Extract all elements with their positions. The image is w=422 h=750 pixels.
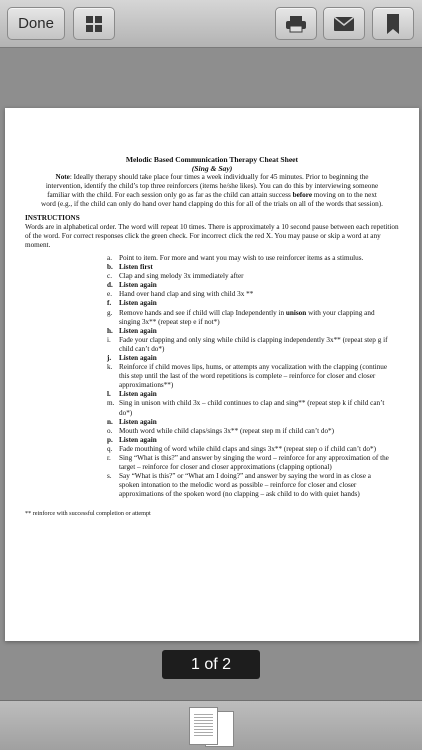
step-letter: b. [107,263,113,272]
step-text [119,336,391,354]
step-letter: n. [107,417,113,426]
step-letter: k. [107,363,113,372]
note-paragraph [25,173,399,209]
step-text-emphasis: unison [285,308,307,317]
step-item [107,363,391,390]
step-letter: m. [107,399,115,408]
step-text-main: Listen again [119,435,157,444]
step-text [119,309,391,327]
step-text-main: Fade mouthing of word while child claps and sings 3x** (repeat step o if child can’t do*) [119,444,376,453]
step-item [107,272,391,281]
step-text-main: Sing in unison with child 3x – child continues to clap and sing** (repeat step k if child can’t do*) [119,399,385,417]
step-letter: e. [107,290,112,299]
step-text-main: Remove hands and see if child will clap Independently in [119,308,285,317]
step-text [119,363,391,390]
bookmark-button[interactable] [372,7,414,40]
instructions-text: Words are in alphabetical order. The word will repeat 10 times. There is approximately a 10 second pause between each repetition of the word. For correct responses click the green check. For incorrect click the red X. You may pause or skip a word at any moment. [25,222,399,249]
step-item [107,436,391,445]
step-text-main: Listen first [119,263,153,272]
step-text-main: Listen again [119,390,157,399]
step-item [107,354,391,363]
step-letter: d. [107,281,113,290]
steps-list [25,254,399,500]
step-letter: c. [107,272,112,281]
step-text-main: Clap and sing melody 3x immediately after [119,272,244,281]
page-indicator: 1 of 2 [162,650,260,679]
step-text [119,263,391,272]
step-letter: g. [107,308,113,317]
step-item [107,254,391,263]
step-letter: h. [107,326,113,335]
step-item [107,336,391,354]
mail-button[interactable] [323,7,365,40]
step-item [107,418,391,427]
step-text-main: Listen again [119,281,157,290]
step-text [119,299,391,308]
printer-icon [285,15,307,33]
step-text-main: Listen again [119,299,157,308]
note-label: Note [55,173,70,182]
step-item [107,445,391,454]
step-text [119,272,391,281]
step-text-main: Mouth word while child claps/sings 3x** (repeat step m if child can’t do*) [119,426,335,435]
step-letter: p. [107,435,113,444]
instructions-heading: INSTRUCTIONS [25,213,80,222]
step-text [119,454,391,472]
step-text [119,427,391,436]
step-text-main: Listen again [119,417,157,426]
step-item [107,472,391,499]
step-item [107,299,391,308]
step-text [119,445,391,454]
step-text [119,281,391,290]
step-text [119,327,391,336]
mail-icon [333,16,355,32]
step-text [119,390,391,399]
step-text-main: Say “What is this?” or “What am I doing?” and answer by saying the word in as close a spoken intonation to the melodic word as possible – reinforce for closer and closer approximations of the spoken word (no clapping – ask child to do with quiet hands) [119,472,371,499]
bookmark-icon [386,14,400,34]
grid-icon [85,15,103,33]
step-text [119,418,391,427]
step-letter: j. [107,353,112,362]
step-text-main: Listen again [119,326,157,335]
step-letter: s. [107,472,112,481]
step-text [119,436,391,445]
step-text-main: Reinforce if child moves lips, hums, or attempts any vocalization with the clapping (continue this step until the last of the word repetitions is complete – reinforce for closer and closer approximations**) [119,363,388,390]
footnote: ** reinforce with successful completion or attempt [25,510,151,518]
document-subtitle: (Sing & Say) [191,164,233,174]
step-text [119,399,391,417]
step-letter: a. [107,253,112,262]
step-text [119,354,391,363]
step-text-main: Fade your clapping and only sing while child is clapping independently 3x** (repeat step g if child can’t do*) [119,335,388,353]
step-letter: l. [107,390,111,399]
step-letter: o. [107,426,113,435]
document-title: Melodic Based Communication Therapy Cheat Sheet [125,155,299,164]
step-item [107,281,391,290]
step-item [107,399,391,417]
step-text [119,254,391,263]
step-text-rest: with your clapping and singing 3x** (repeat step e if not*) [119,308,375,326]
step-text-main: Sing “What is this?” and answer by singing the word – reinforce for any approximation of the target – reinforce for closer and closer approximations (clapping optional) [119,454,389,472]
done-button[interactable]: Done [7,7,65,40]
step-text [119,472,391,499]
step-item [107,327,391,336]
step-letter: i. [107,335,111,344]
step-item [107,290,391,299]
step-text [119,290,391,299]
page-thumbnail-1[interactable] [189,707,218,745]
thumbnail-grid-button[interactable] [73,7,115,40]
step-text-main: Point to item. For more and want you may wish to use reinforcer items as a stimulus. [119,253,364,262]
step-letter: r. [107,454,111,462]
note-emphasis: before [292,191,313,200]
note-text: : Ideally therapy should take place four times a week individually for 45 minutes. Prior to beginning the intervention, identify the child’s top three reinforcers (items he/she likes). You can do this by interviewing someone familiar with the child. For each session only go as far as the child can attain success [45,173,379,200]
document-page[interactable] [5,108,419,641]
step-item [107,390,391,399]
print-button[interactable] [275,7,317,40]
thumbnail-preview [190,708,217,744]
step-item [107,263,391,272]
step-text-main: Hand over hand clap and sing with child 3x ** [119,290,254,299]
step-letter: q. [107,444,113,453]
note-text-end: moving on to the next word (e.g., if the child can only do hand over hand clapping do this for all of the trials on all of the words that session). [41,191,383,209]
step-item [107,427,391,436]
step-item [107,309,391,327]
top-toolbar [0,0,422,48]
step-letter: f. [107,299,112,308]
step-item [107,454,391,472]
step-text-main: Listen again [119,353,157,362]
thumbnail-bar [0,700,422,750]
